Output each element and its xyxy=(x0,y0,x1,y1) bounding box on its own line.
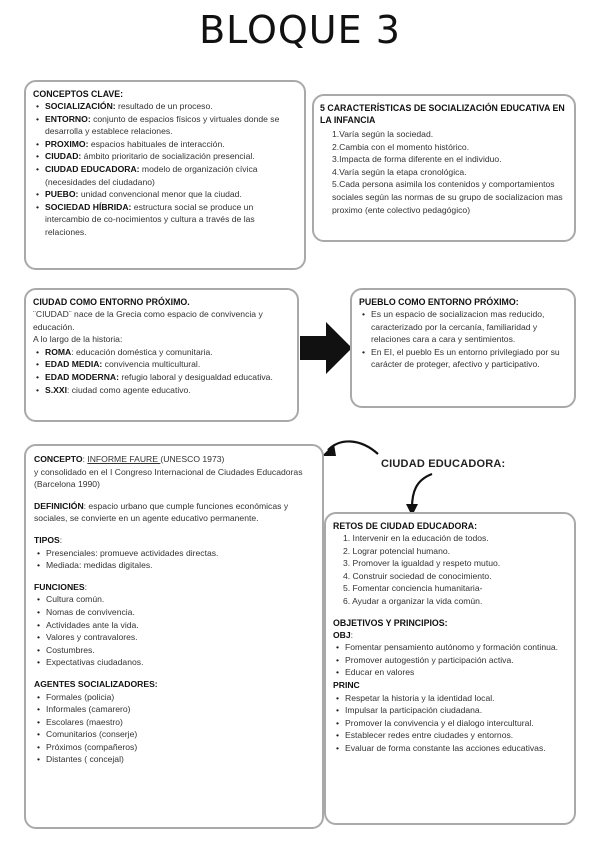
page-title: BLOQUE 3 xyxy=(199,8,401,52)
definicion: DEFINICIÓN: espacio urbano que cumple funciones económicas y sociales, se convierte en un agente educativo permanente. xyxy=(34,500,289,524)
list-item: • Informales (camarero) xyxy=(34,703,314,716)
list-item: 6. Ayudar a organizar la vida común. xyxy=(343,595,483,606)
list-item: • EDAD MEDIA: convivencia multicultural. xyxy=(33,358,290,371)
list-item: • En EI, el pueblo Es un entorno privilegiado por su carácter de proteger, afectivo y participativo. xyxy=(359,346,567,371)
retos-list xyxy=(333,532,567,608)
ciudad-entorno-heading: CIUDAD COMO ENTORNO PRÓXIMO. xyxy=(33,297,190,307)
list-item: • SOCIEDAD HÍBRIDA: estructura social se produce un intercambio de co-nocimientos y cultura a través de las relaciones. xyxy=(33,201,296,239)
retos-box xyxy=(324,512,576,825)
list-item: • Es un espacio de socializacion mas reducido, caracterizado por la cercanía, familiaridad y relaciones cara a cara y sentimientos. xyxy=(359,308,567,346)
list-item: • Próximos (compañeros) xyxy=(34,741,314,754)
conceptos-list xyxy=(33,100,296,239)
list-item: 2.Cambia con el momento histórico. xyxy=(332,141,470,152)
list-item: • CIUDAD EDUCADORA: modelo de organización cívica (necesidades del ciudadano) xyxy=(33,163,296,188)
list-item: • Comunitarios (conserje) xyxy=(34,728,314,741)
conceptos-clave-box xyxy=(24,80,306,270)
obj-list xyxy=(333,641,567,679)
curved-arrows-icon xyxy=(320,430,460,520)
list-item: 5.Cada persona asimila los contenidos y comportamientos sociales según las normas de su grupo de socializacion mas proximo (ente colectivo pedagógico) xyxy=(332,179,563,215)
concepto-label: CONCEPTO xyxy=(34,454,83,464)
list-item: 1.Varía según la sociedad. xyxy=(332,129,434,139)
list-item: 2. Lograr potencial humano. xyxy=(343,545,451,556)
list-item: • Impulsar la participación ciudadana. xyxy=(333,704,567,717)
agentes-list xyxy=(34,691,314,767)
list-item: • EDAD MODERNA: refugio laboral y desigualdad educativa. xyxy=(33,371,290,384)
concepto-box xyxy=(24,444,324,829)
list-item: • Costumbres. xyxy=(34,644,314,657)
list-item: • PUEBO: unidad convencional menor que la ciudad. xyxy=(33,188,296,201)
pueblo-entorno-list xyxy=(359,308,567,371)
retos-heading: RETOS DE CIUDAD EDUCADORA: xyxy=(333,521,478,531)
list-item: • Presenciales: promueve actividades directas. xyxy=(34,547,314,560)
pueblo-entorno-box xyxy=(350,288,576,408)
list-item: • Nomas de convivencia. xyxy=(34,606,314,619)
list-item: 4.Varía según la etapa cronológica. xyxy=(332,166,467,177)
list-item: 4. Construir sociedad de conocimiento. xyxy=(343,570,492,581)
list-item: • Distantes ( concejal) xyxy=(34,753,314,766)
ciudad-entorno-list xyxy=(33,346,290,396)
caracteristicas-box xyxy=(312,94,576,242)
tipos-heading: TIPOS: xyxy=(34,534,63,545)
right-arrow-icon xyxy=(300,322,352,374)
concepto-line: CONCEPTO: INFORME FAURE (UNESCO 1973) xyxy=(34,454,225,464)
ciudad-entorno-intro: ¨CIUDAD¨ nace de la Grecia como espacio de convivencia y educación. xyxy=(33,309,263,332)
list-item: • Escolares (maestro) xyxy=(34,716,314,729)
tipos-list xyxy=(34,547,314,572)
list-item: • ENTORNO: conjunto de espacios físicos y virtuales donde se desarrolla y establece relaciones. xyxy=(33,113,296,138)
list-item: 3.Impacta de forma diferente en el individuo. xyxy=(332,154,502,165)
list-item: • S.XXI: ciudad como agente educativo. xyxy=(33,384,290,397)
ciudad-entorno-box xyxy=(24,288,299,422)
list-item: • Promover la convivencia y el dialogo intercultural. xyxy=(333,717,567,730)
list-item: • Establecer redes entre ciudades y entornos. xyxy=(333,729,567,742)
caracteristicas-list xyxy=(320,126,567,216)
princ-list xyxy=(333,692,567,755)
list-item: • Fomentar pensamiento autónomo y formación continua. xyxy=(333,641,567,654)
list-item: • Mediada: medidas digitales. xyxy=(34,559,314,572)
obj-label: OBJ: xyxy=(333,629,354,640)
agentes-heading: AGENTES SOCIALIZADORES: xyxy=(34,678,158,689)
list-item: • ROMA: educación doméstica y comunitaria. xyxy=(33,346,290,359)
list-item: • Evaluar de forma constante las acciones educativas. xyxy=(333,742,567,755)
list-item: • CIUDAD: ámbito prioritario de socialización presencial. xyxy=(33,150,296,163)
conceptos-heading: CONCEPTOS CLAVE: xyxy=(33,89,124,99)
objetivos-heading: OBJETIVOS Y PRINCIPIOS: xyxy=(333,617,448,628)
list-item: 5. Fomentar conciencia humanitaria- xyxy=(343,583,483,594)
list-item: 1. Intervenir en la educación de todos. xyxy=(343,533,489,543)
ciudad-entorno-intro2: A lo largo de la historia: xyxy=(33,334,123,345)
ciudad-educadora-label: CIUDAD EDUCADORA: xyxy=(381,458,506,470)
caracteristicas-heading: 5 CARACTERÍSTICAS DE SOCIALIZACIÓN EDUCATIVA EN LA INFANCIA xyxy=(320,103,565,125)
pueblo-entorno-heading: PUEBLO COMO ENTORNO PRÓXIMO: xyxy=(359,297,519,307)
list-item: • Respetar la historia y la identidad local. xyxy=(333,692,567,705)
list-item: • Actividades ante la vida. xyxy=(34,619,314,632)
list-item: 3. Promover la igualdad y respeto mutuo. xyxy=(343,558,501,569)
concepto-line2: y consolidado en el I Congreso Internacional de Ciudades Educadoras (Barcelona 1990) xyxy=(34,466,303,490)
list-item: • Formales (policia) xyxy=(34,691,314,704)
list-item: • Educar en valores xyxy=(333,666,567,679)
list-item: • Expectativas ciudadanos. xyxy=(34,656,314,669)
funciones-list xyxy=(34,593,314,669)
informe-faure: INFORME FAURE xyxy=(87,454,161,464)
list-item: • SOCIALIZACIÓN: resultado de un proceso. xyxy=(33,100,296,113)
list-item: • Promover autogestión y participación activa. xyxy=(333,654,567,667)
funciones-heading: FUNCIONES: xyxy=(34,581,88,592)
princ-label: PRINC xyxy=(333,679,360,690)
list-item: • PROXIMO: espacios habituales de interacción. xyxy=(33,138,296,151)
list-item: • Cultura común. xyxy=(34,593,314,606)
list-item: • Valores y contravalores. xyxy=(34,631,314,644)
